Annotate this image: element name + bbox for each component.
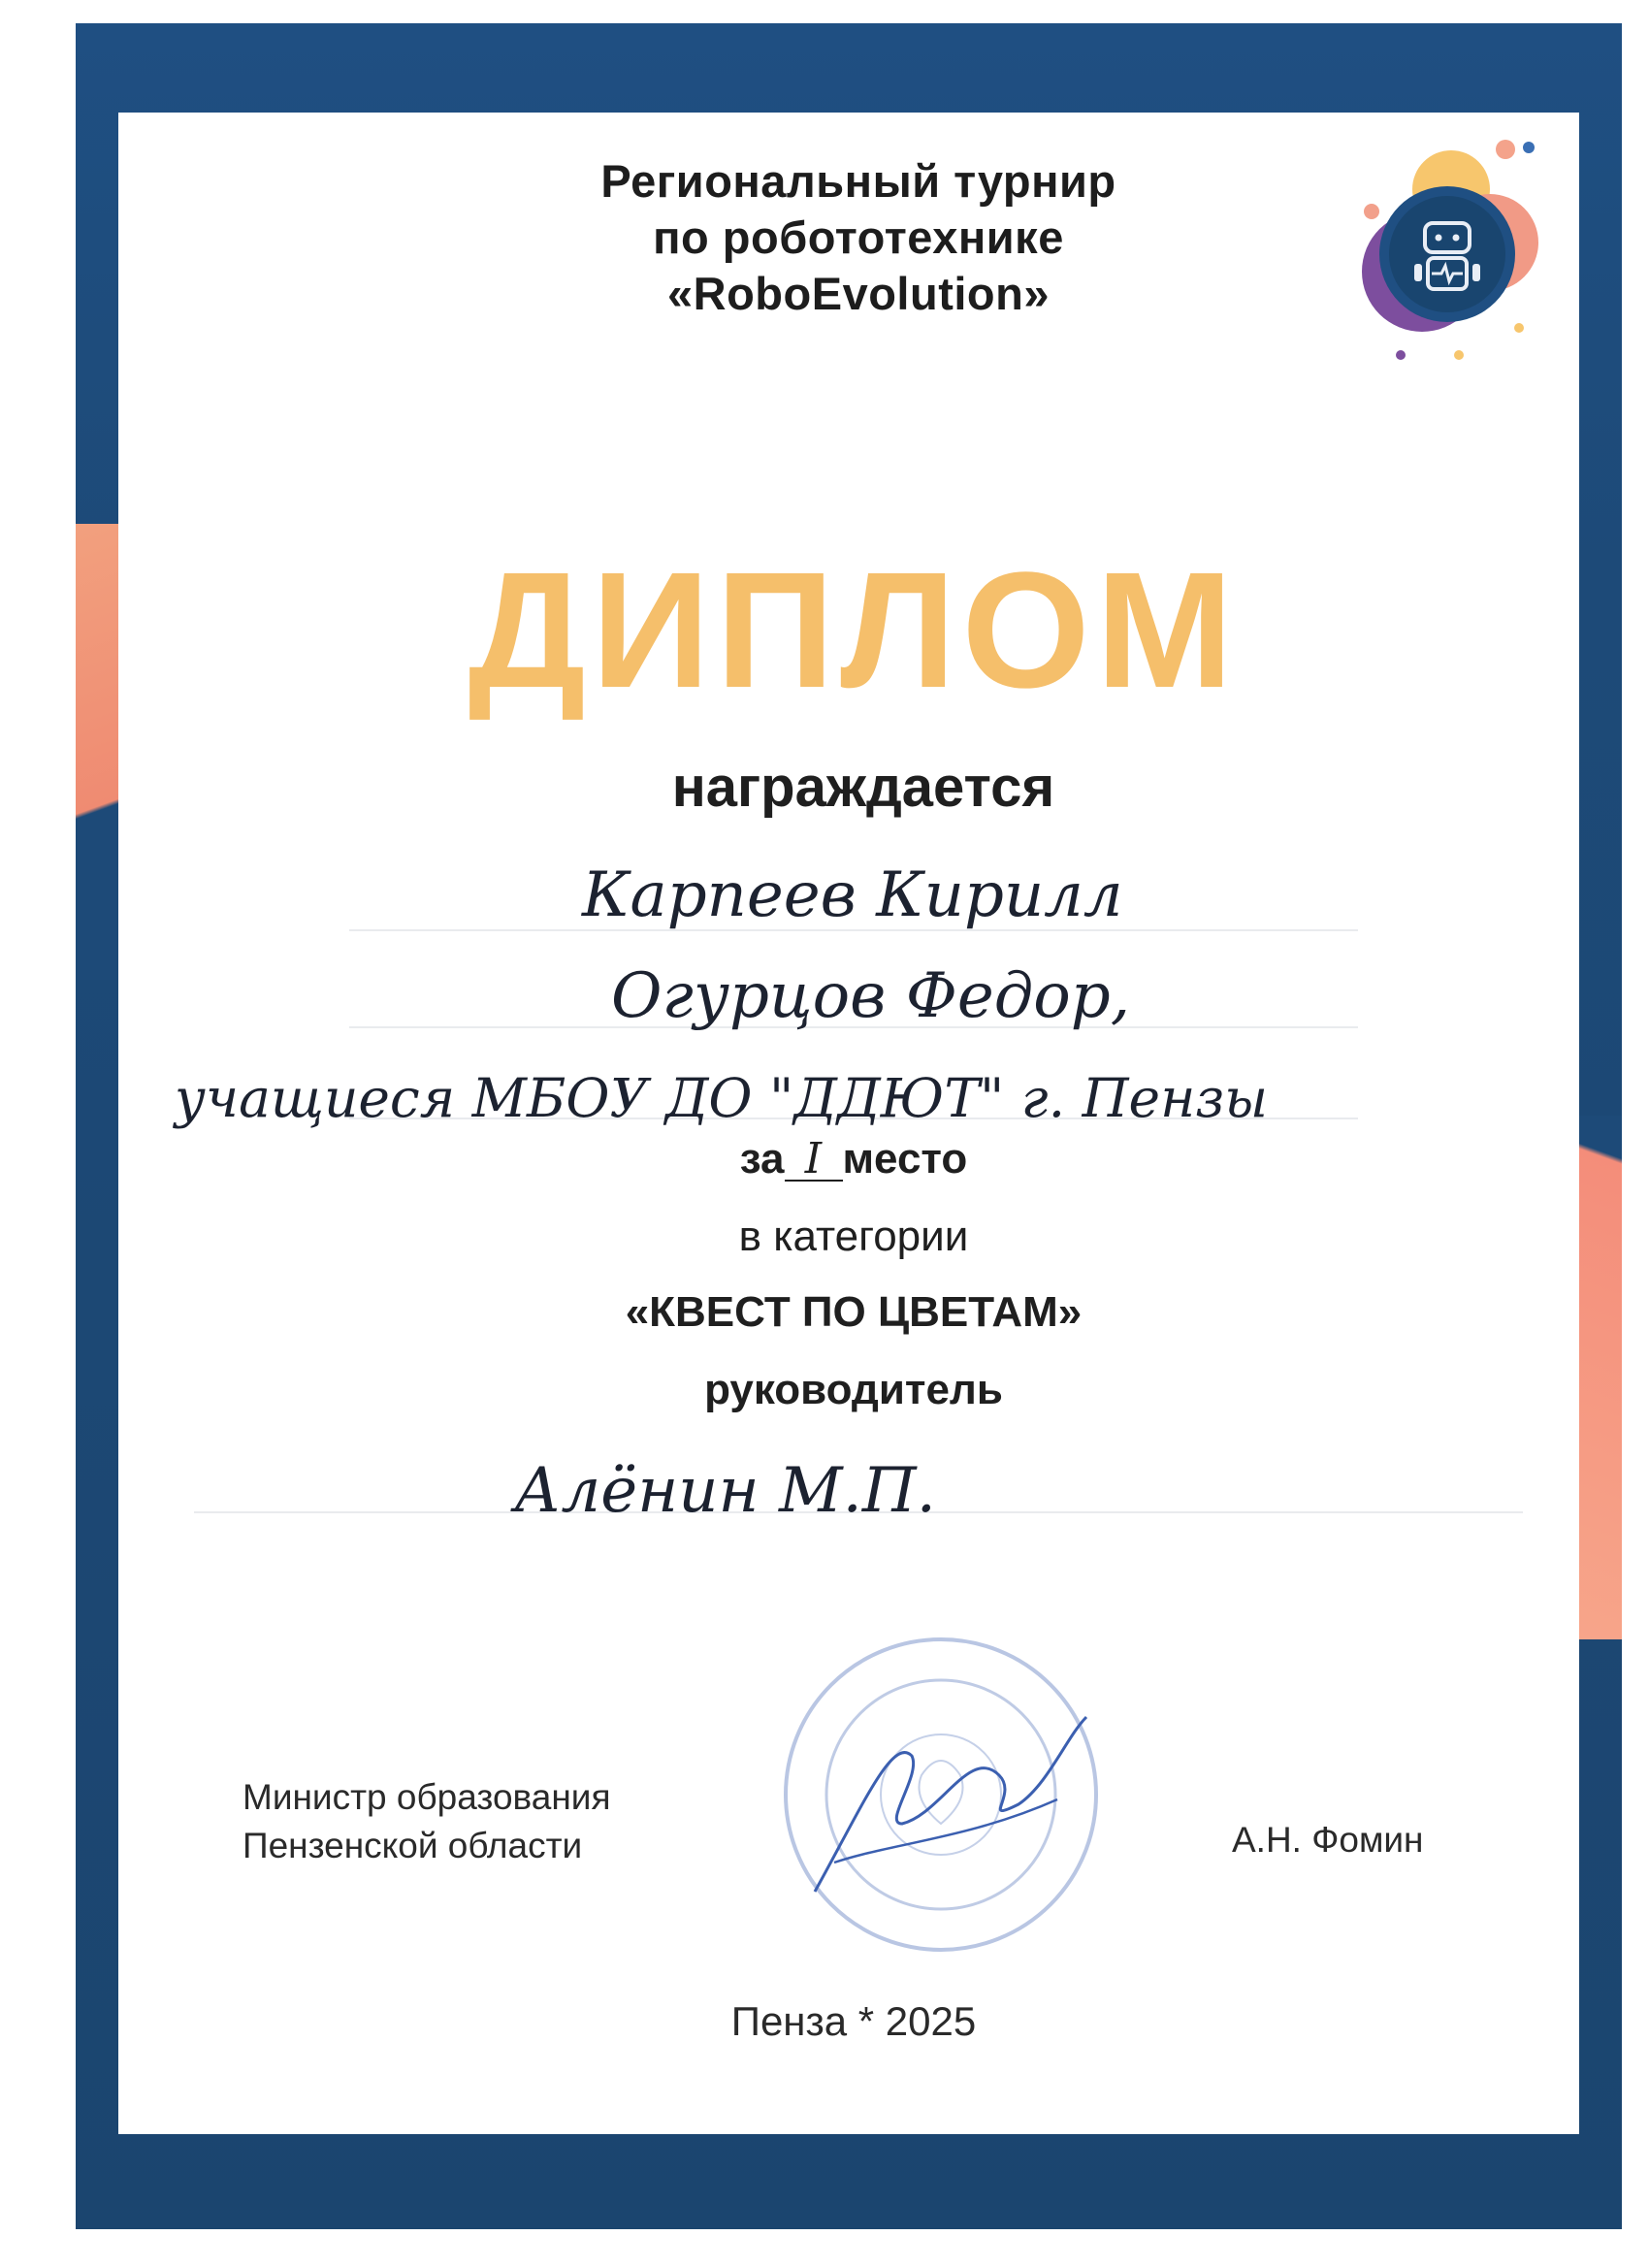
manager-label: руководитель (704, 1366, 1003, 1413)
place-line (582, 1135, 1125, 1183)
title-line-1: Региональный турнир (600, 155, 1116, 207)
recipient-name-1: Карпеев Кирилл (582, 859, 1123, 931)
title-line-2: по робототехнике (653, 211, 1064, 263)
minister-line-1: Министр образования (242, 1777, 611, 1817)
recipient-school: учащиеся МБОУ ДО "ДДЮТ" г. Пензы (175, 1067, 1269, 1129)
official-stamp-icon (776, 1630, 1106, 1960)
place-suffix: место (842, 1135, 968, 1183)
manager-name: Алёнин М.П. (514, 1455, 936, 1527)
signatory-name: А.Н. Фомин (1232, 1820, 1424, 1860)
category-label: в категории (738, 1213, 969, 1260)
place-prefix: за (739, 1135, 785, 1183)
minister-line-2: Пензенской области (242, 1826, 583, 1865)
awarded-label: награждается (671, 756, 1055, 819)
title-line-3: «RoboEvolution» (667, 268, 1050, 319)
place-number: I (785, 1139, 843, 1182)
tournament-title (436, 153, 1280, 322)
robot-icon (1344, 136, 1558, 369)
diploma-heading: ДИПЛОМ (468, 538, 1240, 723)
city-year: Пенза * 2025 (730, 1998, 977, 2044)
recipient-name-2: Огурцов Федор, (611, 960, 1131, 1032)
category-name: «КВЕСТ ПО ЦВЕТАМ» (625, 1288, 1083, 1336)
right-accent-stripe (1579, 1116, 1622, 1639)
minister-title (242, 1773, 611, 1870)
